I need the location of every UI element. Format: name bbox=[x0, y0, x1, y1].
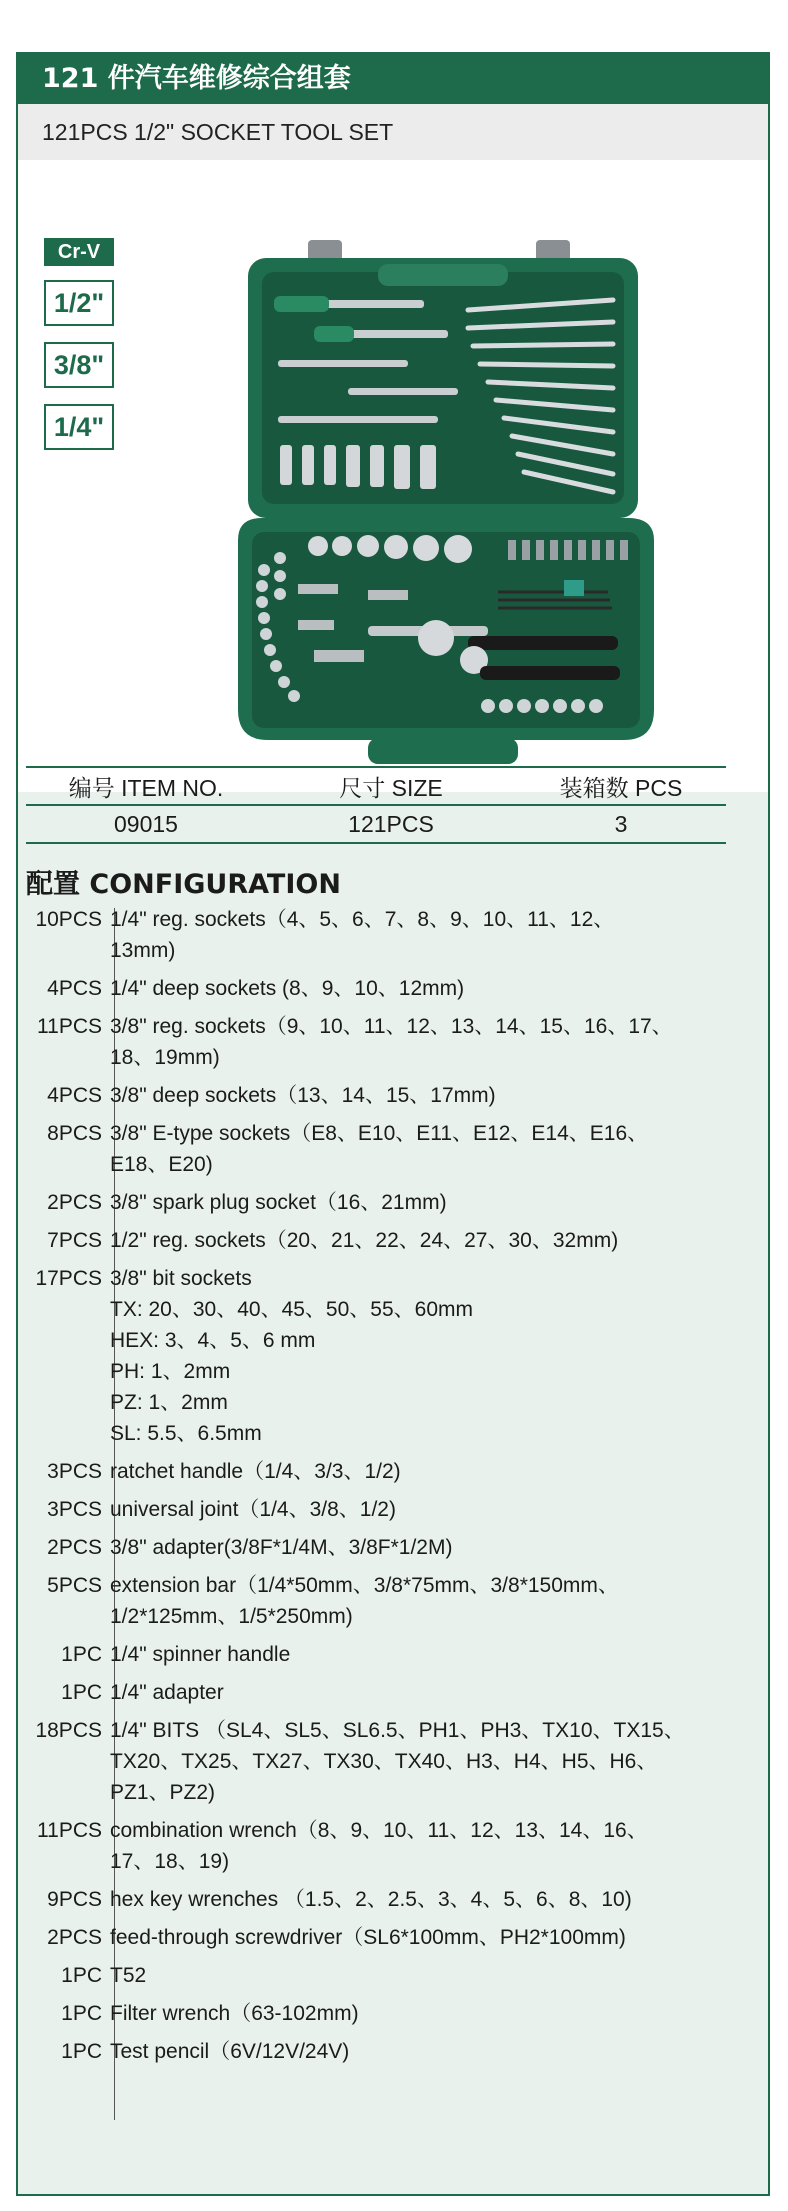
item-description bbox=[108, 1494, 710, 1525]
item-description-line: ratchet handle（1/4、3/3、1/2) bbox=[110, 1460, 401, 1483]
item-quantity: 3PCS bbox=[47, 1498, 102, 1521]
item-description-line: PH: 1、2mm bbox=[110, 1360, 231, 1383]
list-item bbox=[0, 1960, 750, 1991]
item-description-line: universal joint（1/4、3/8、1/2) bbox=[110, 1498, 396, 1521]
header-size: 尺寸 SIZE bbox=[339, 774, 443, 801]
list-item bbox=[0, 1815, 750, 1877]
item-description bbox=[108, 904, 710, 966]
page-title: 121 件汽车维修综合组套 bbox=[18, 54, 768, 104]
item-description-line: 1/2*125mm、1/5*250mm) bbox=[110, 1605, 353, 1628]
item-quantity: 1PC bbox=[61, 1643, 102, 1666]
item-description bbox=[108, 1639, 710, 1670]
item-description bbox=[108, 1998, 710, 2029]
item-no-value: 09015 bbox=[114, 810, 178, 837]
item-quantity: 17PCS bbox=[35, 1267, 102, 1290]
item-description-line: SL: 5.5、6.5mm bbox=[110, 1422, 262, 1445]
item-info-table bbox=[26, 766, 726, 844]
configuration-title: 配置 CONFIGURATION bbox=[26, 869, 341, 900]
item-description-line: Test pencil（6V/12V/24V) bbox=[110, 2040, 350, 2063]
item-description-line: 3/8" E-type sockets（E8、E10、E11、E12、E14、E16、 bbox=[110, 1122, 649, 1145]
material-badge: Cr-V bbox=[44, 238, 114, 266]
item-description bbox=[108, 1570, 710, 1632]
table-row bbox=[26, 806, 726, 842]
item-description bbox=[108, 1263, 710, 1449]
list-item bbox=[0, 1011, 750, 1073]
item-description-line: feed-through screwdriver（SL6*100mm、PH2*100mm) bbox=[110, 1926, 626, 1949]
item-quantity: 2PCS bbox=[47, 1191, 102, 1214]
item-description-line: 1/4" BITS （SL4、SL5、SL6.5、PH1、PH3、TX10、TX15、 bbox=[110, 1719, 685, 1742]
item-quantity: 4PCS bbox=[47, 1084, 102, 1107]
item-description-line: 1/4" deep sockets (8、9、10、12mm) bbox=[110, 977, 465, 1000]
list-item bbox=[0, 1998, 750, 2029]
item-quantity: 8PCS bbox=[47, 1122, 102, 1145]
item-quantity: 5PCS bbox=[47, 1574, 102, 1597]
item-quantity: 9PCS bbox=[47, 1888, 102, 1911]
size-badge-quarter: 1/4" bbox=[44, 404, 114, 450]
item-quantity: 1PC bbox=[61, 1964, 102, 1987]
item-description-line: Filter wrench（63-102mm) bbox=[110, 2002, 359, 2025]
item-description bbox=[108, 1715, 710, 1808]
list-item bbox=[0, 904, 750, 966]
item-description-line: 13mm) bbox=[110, 939, 176, 962]
table-bottom-rule bbox=[26, 842, 726, 844]
item-description bbox=[108, 973, 710, 1004]
list-item bbox=[0, 1225, 750, 1256]
item-description-line: 3/8" adapter(3/8F*1/4M、3/8F*1/2M) bbox=[110, 1536, 453, 1559]
item-quantity: 7PCS bbox=[47, 1229, 102, 1252]
item-description-line: 1/4" spinner handle bbox=[110, 1643, 291, 1666]
item-quantity: 2PCS bbox=[47, 1536, 102, 1559]
pcs-value: 3 bbox=[614, 810, 628, 837]
item-quantity: 11PCS bbox=[37, 1819, 102, 1842]
header-item-no: 编号 ITEM NO. bbox=[68, 774, 224, 801]
item-quantity: 4PCS bbox=[47, 977, 102, 1000]
list-item bbox=[0, 1677, 750, 1708]
item-description-line: 1/4" reg. sockets（4、5、6、7、8、9、10、11、12、 bbox=[110, 908, 615, 931]
product-image-area bbox=[18, 160, 768, 792]
table-header-row bbox=[26, 768, 726, 804]
size-badge-half: 1/2" bbox=[44, 280, 114, 326]
list-item bbox=[0, 1263, 750, 1449]
item-description bbox=[108, 2036, 710, 2067]
item-description-line: 1/2" reg. sockets（20、21、22、24、27、30、32mm) bbox=[110, 1229, 619, 1252]
item-description-line: hex key wrenches （1.5、2、2.5、3、4、5、6、8、10) bbox=[110, 1888, 632, 1911]
list-item bbox=[0, 1456, 750, 1487]
item-quantity: 1PC bbox=[61, 2040, 102, 2063]
item-description bbox=[108, 1080, 710, 1111]
item-description-line: TX: 20、30、40、45、50、55、60mm bbox=[110, 1298, 473, 1321]
item-description bbox=[108, 1884, 710, 1915]
item-description-line: HEX: 3、4、5、6 mm bbox=[110, 1329, 316, 1352]
item-description bbox=[108, 1922, 710, 1953]
item-quantity: 11PCS bbox=[37, 1015, 102, 1038]
item-description bbox=[108, 1456, 710, 1487]
size-badge-three-eighths: 3/8" bbox=[44, 342, 114, 388]
item-description-line: 18、19mm) bbox=[110, 1046, 220, 1069]
item-quantity: 3PCS bbox=[47, 1460, 102, 1483]
item-quantity: 10PCS bbox=[35, 908, 102, 931]
item-quantity: 2PCS bbox=[47, 1926, 102, 1949]
list-item bbox=[0, 1922, 750, 1953]
list-item bbox=[0, 973, 750, 1004]
item-description-line: PZ1、PZ2) bbox=[110, 1781, 216, 1804]
item-description-line: extension bar（1/4*50mm、3/8*75mm、3/8*150mm、 bbox=[110, 1574, 619, 1597]
item-description-line: PZ: 1、2mm bbox=[110, 1391, 228, 1414]
configuration-list bbox=[0, 904, 750, 2074]
list-item bbox=[0, 1715, 750, 1808]
item-description-line: combination wrench（8、9、10、11、12、13、14、16、 bbox=[110, 1819, 648, 1842]
item-description-line: 17、18、19) bbox=[110, 1850, 230, 1873]
item-description bbox=[108, 1960, 710, 1991]
item-description-line: 3/8" bit sockets bbox=[110, 1267, 252, 1290]
list-item bbox=[0, 1118, 750, 1180]
list-item bbox=[0, 1570, 750, 1632]
tool-case-image bbox=[218, 240, 668, 780]
list-item bbox=[0, 1187, 750, 1218]
item-description bbox=[108, 1118, 710, 1180]
item-description bbox=[108, 1011, 710, 1073]
item-description bbox=[108, 1677, 710, 1708]
item-description bbox=[108, 1815, 710, 1877]
item-description-line: 3/8" spark plug socket（16、21mm) bbox=[110, 1191, 447, 1214]
item-description bbox=[108, 1532, 710, 1563]
item-description-line: 3/8" deep sockets（13、14、15、17mm) bbox=[110, 1084, 496, 1107]
item-description-line: 3/8" reg. sockets（9、10、11、12、13、14、15、16、17、 bbox=[110, 1015, 673, 1038]
item-description bbox=[108, 1187, 710, 1218]
page-subtitle: 121PCS 1/2" SOCKET TOOL SET bbox=[18, 104, 768, 160]
item-description-line: E18、E20) bbox=[110, 1153, 213, 1176]
list-item bbox=[0, 1532, 750, 1563]
size-value: 121PCS bbox=[348, 810, 434, 837]
list-item bbox=[0, 2036, 750, 2067]
list-item bbox=[0, 1884, 750, 1915]
item-description-line: TX20、TX25、TX27、TX30、TX40、H3、H4、H5、H6、 bbox=[110, 1750, 658, 1773]
header-pcs: 装箱数 PCS bbox=[559, 774, 683, 801]
item-quantity: 1PC bbox=[61, 1681, 102, 1704]
list-item bbox=[0, 1080, 750, 1111]
item-description-line: T52 bbox=[110, 1964, 147, 1987]
item-description bbox=[108, 1225, 710, 1256]
list-item bbox=[0, 1639, 750, 1670]
list-item bbox=[0, 1494, 750, 1525]
item-quantity: 18PCS bbox=[35, 1719, 102, 1742]
item-description-line: 1/4" adapter bbox=[110, 1681, 224, 1704]
item-quantity: 1PC bbox=[61, 2002, 102, 2025]
